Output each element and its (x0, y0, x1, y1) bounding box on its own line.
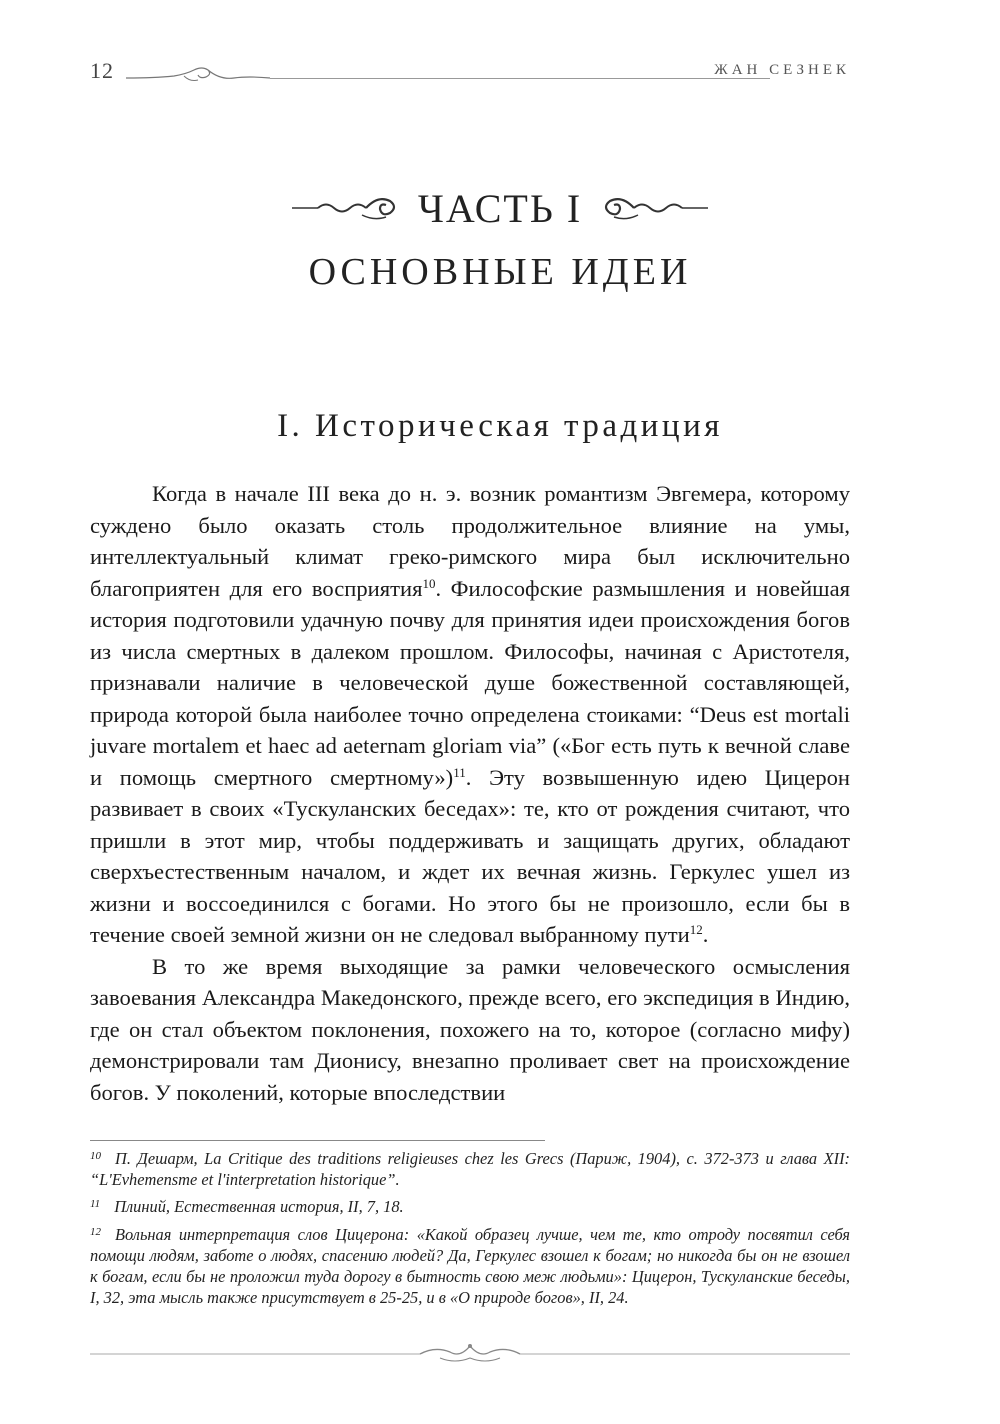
footnotes (90, 1148, 850, 1314)
footnote (90, 1148, 850, 1190)
part-title-row (0, 178, 1000, 238)
footnote (90, 1224, 850, 1309)
footnote-rule (90, 1140, 545, 1141)
footnote-number: 10 (90, 1150, 101, 1162)
page-header (90, 58, 850, 86)
paragraph: В то же время выходящие за рамки человеческого осмысления завоевания Александра Македонского, прежде всего, его экспедиция в Индию, где он стал объектом поклонения, похожего на то, которое (согласно мифу) демонстрировали там Дионису, внезапно проливает свет на происхождение богов. У поколений, которые впоследствии (90, 953, 850, 1105)
header-rule (270, 78, 770, 79)
footnote-text: П. Дешарм, La Critique des traditions religieuses chez les Grecs (Париж, 1904), с. 372-373 и глава XII: “L'Evhemensme et l'interpretation historique”. (90, 1149, 850, 1190)
footnote-text: Плиний, Естественная история, II, 7, 18. (114, 1197, 404, 1217)
text-run: . Философские размышления и новейшая история подготовили удачную почву для принятия идеи происхождения богов из числа смертных в далеком прошлом. Философы, начиная с Аристотеля, признавали наличие в человеческой душе божественной составляющей, природа которой была наиболее точно определена стоиками: “Deus est mortali juvare mortalem et haec ad aeternam gloriam via” («Бог есть путь к вечной славе и помощь смертного смертному») (90, 575, 850, 790)
footnote-ref[interactable]: 12 (689, 922, 703, 937)
body-text (90, 478, 850, 1108)
left-flourish-ornament (290, 191, 400, 225)
text-run: . Эту возвышенную идею Цицерон развивает в своих «Тускуланских беседах»: те, кто от рождения считают, что пришли в этот мир, чтобы поддерживать и защищать других, обладают сверхъестественным началом, и ждет их вечная жизнь. Геркулес ушел из жизни и воссоединился с богами. Но этого бы не произошло, если бы в течение своей земной жизни он не следовал выбранному пути (90, 764, 850, 947)
footnote-text: Вольная интерпретация слов Цицерона: «Какой образец лучше, чем те, кто отроду посвятил себя помощи людям, заботе о людях, спасению людей? Да, Геркулес взошел к богам; но никогда бы он не взошел к богам, если бы не проложил туда дорогу в бытность свою меж людьми»: Цицерон, Тускуланские беседы, I, 32, эта мысль также присутствует в 25-25, и в «О природе богов», II, 24. (90, 1224, 850, 1308)
paragraph (90, 478, 850, 951)
chapter-title: I. Историческая традиция (277, 408, 723, 444)
footnote (90, 1196, 850, 1217)
bottom-flourish-ornament (90, 1338, 850, 1368)
header-flourish-ornament (124, 64, 274, 86)
right-flourish-ornament (600, 191, 710, 225)
page-number: 12 (90, 58, 114, 83)
footnote-number: 11 (90, 1198, 101, 1211)
part-subtitle: ОСНОВНЫЕ ИДЕИ (308, 251, 692, 293)
text-run: Когда в начале III века до н. э. возник романтизм Эвгемера, которому суждено было оказать столь продолжительное влияние на умы, интеллектуальный климат греко-римского мира был исключительно благоприятен для его восприятия (90, 481, 850, 601)
running-head-author: ЖАН СЕЗНЕК (714, 62, 850, 78)
footnote-number: 12 (90, 1225, 101, 1238)
footnote-ref[interactable]: 11 (453, 764, 466, 780)
footnote-ref[interactable]: 10 (422, 575, 436, 591)
part-title: ЧАСТЬ I (417, 185, 583, 231)
text-run: . (702, 922, 709, 947)
